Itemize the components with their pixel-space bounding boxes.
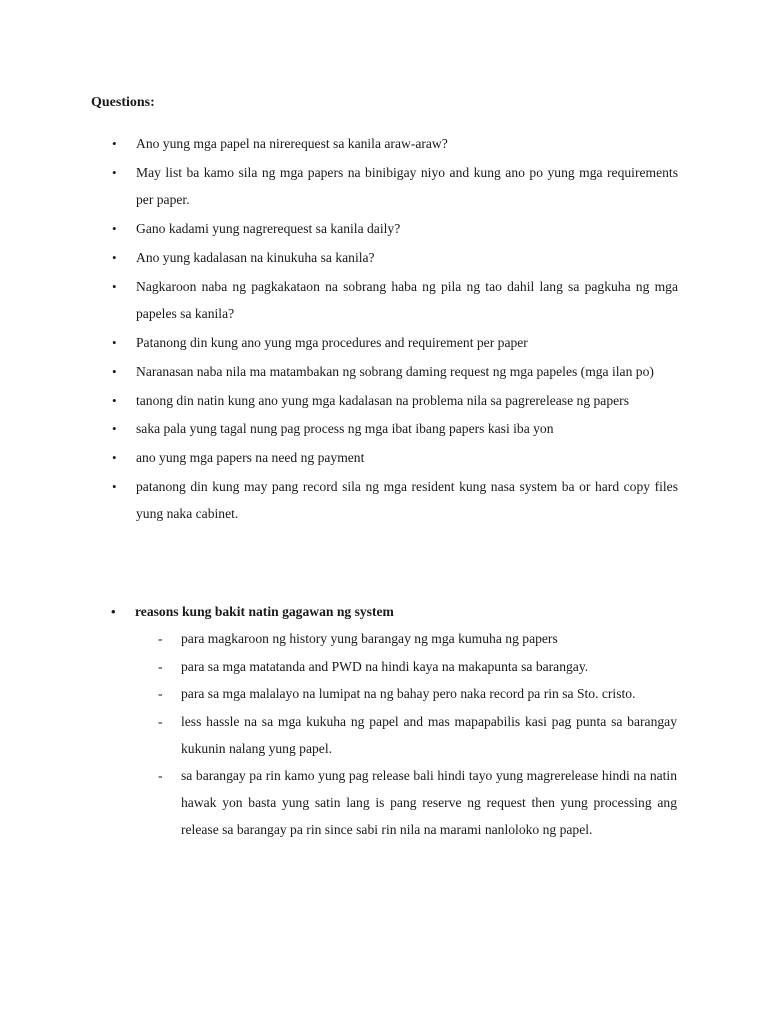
bullet-icon: • <box>112 478 117 494</box>
dash-icon: - <box>158 713 163 729</box>
questions-list <box>0 130 768 529</box>
question-item <box>0 159 678 214</box>
bullet-icon: • <box>112 136 117 151</box>
question-item <box>0 130 678 158</box>
question-text: Naranasan naba nila ma matambakan ng sobrang daming request ng mga papeles (mga ilan po) <box>136 363 654 379</box>
question-text: May list ba kamo sila ng mga papers na binibigay niyo and kung ano po yung mga requirements per paper. <box>136 164 678 208</box>
dash-icon: - <box>158 658 163 674</box>
bullet-icon: • <box>112 164 117 180</box>
question-text: Ano yung kadalasan na kinukuha sa kanila? <box>136 249 375 265</box>
question-item <box>0 244 678 272</box>
bullet-icon: • <box>112 221 117 237</box>
dash-icon: - <box>158 768 163 783</box>
reason-item <box>0 708 677 762</box>
question-item <box>0 387 678 415</box>
question-item <box>0 358 678 386</box>
bullet-icon: • <box>112 421 117 437</box>
bullet-icon: • <box>112 334 117 350</box>
bullet-icon: • <box>112 450 117 466</box>
question-item <box>0 473 678 528</box>
questions-heading: Questions: <box>91 95 155 110</box>
question-item <box>0 415 678 443</box>
reason-item <box>0 680 677 707</box>
reason-text: para sa mga malalayo na lumipat na ng bahay pero naka record pa rin sa Sto. cristo. <box>181 686 636 701</box>
question-text: tanong din natin kung ano yung mga kadalasan na problema nila sa pagrerelease ng papers <box>136 392 629 408</box>
question-item <box>0 444 678 472</box>
reason-text: para sa mga matatanda and PWD na hindi kaya na makapunta sa barangay. <box>181 658 589 674</box>
bullet-icon: • <box>112 249 117 265</box>
question-item <box>0 273 678 328</box>
question-item <box>0 329 678 357</box>
reasons-title-text: reasons kung bakit natin gagawan ng system <box>135 604 394 619</box>
bullet-icon: • <box>112 363 117 379</box>
reasons-title <box>0 598 768 625</box>
dash-icon: - <box>158 631 163 646</box>
question-item <box>0 215 678 243</box>
dash-icon: - <box>158 686 163 701</box>
bullet-icon: • <box>112 278 117 294</box>
reason-text: less hassle na sa mga kukuha ng papel and mas mapapabilis kasi pag punta sa barangay kukunin nalang yung papel. <box>181 713 677 756</box>
question-text: ano yung mga papers na need ng payment <box>136 450 365 466</box>
reason-item <box>0 762 677 843</box>
reasons-list <box>0 625 768 843</box>
question-text: Gano kadami yung nagrerequest sa kanila daily? <box>136 221 401 237</box>
reason-text: para magkaroon ng history yung barangay ng mga kumuha ng papers <box>181 631 558 646</box>
reason-text: sa barangay pa rin kamo yung pag release bali hindi tayo yung magrerelease hindi na natin hawak yon basta yung satin lang is pang reserve ng request then yung processing ang release sa barangay pa rin since sabi rin nila na marami nanloloko ng papel. <box>181 768 677 837</box>
reason-item <box>0 625 677 652</box>
question-text: Patanong din kung ano yung mga procedures and requirement per paper <box>136 334 528 350</box>
question-text: saka pala yung tagal nung pag process ng mga ibat ibang papers kasi iba yon <box>136 421 554 437</box>
reason-item <box>0 653 677 680</box>
reasons-section <box>0 598 768 844</box>
bullet-icon: • <box>111 604 116 619</box>
question-text: Nagkaroon naba ng pagkakataon na sobrang haba ng pila ng tao dahil lang sa pagkuha ng mga papeles sa kanila? <box>136 278 678 322</box>
question-text: Ano yung mga papel na nirerequest sa kanila araw-araw? <box>136 136 448 151</box>
question-text: patanong din kung may pang record sila ng mga resident kung nasa system ba or hard copy files yung naka cabinet. <box>136 478 678 522</box>
bullet-icon: • <box>112 392 117 408</box>
